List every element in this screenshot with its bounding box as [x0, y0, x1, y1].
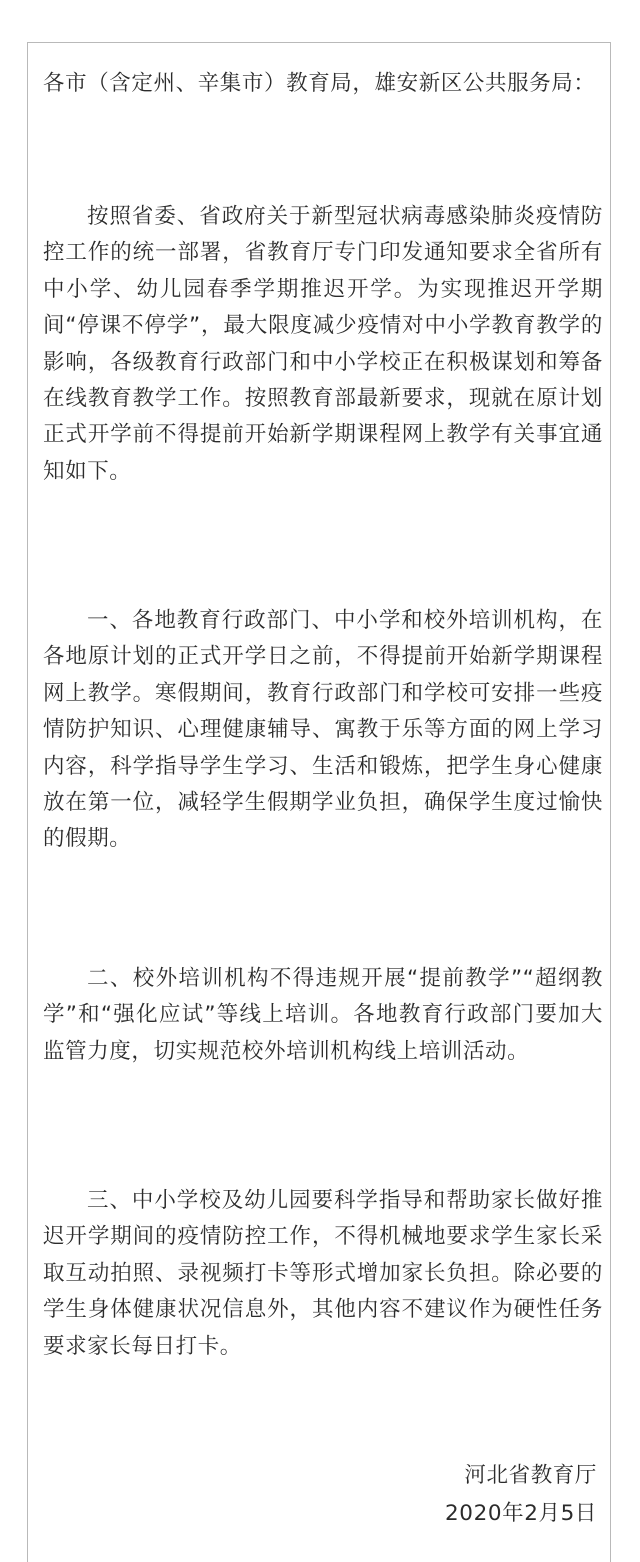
item-three-paragraph: 三、中小学校及幼儿园要科学指导和帮助家长做好推迟开学期间的疫情防控工作，不得机械地要求学生家长采取互动拍照、录视频打卡等形式增加家长负担。除必要的学生身体健康状况信息外，其他内容不建议作为硬性任务要求家长每日打卡。	[43, 1188, 603, 1359]
intro-paragraph: 按照省委、省政府关于新型冠状病毒感染肺炎疫情防控工作的统一部署，省教育厅专门印发通知要求全省所有中小学、幼儿园春季学期推迟开学。为实现推迟开学期间“停课不停学”，最大限度减少疫情对中小学教育教学的影响，各级教育行政部门和中小学校正在积极谋划和筹备在线教育教学工作。按照教育部最新要求，现就在原计划正式开学前不得提前开始新学期课程网上教学有关事宜通知如下。	[43, 204, 603, 484]
salutation: 各市（含定州、辛集市）教育局，雄安新区公共服务局：	[43, 71, 596, 96]
item-one-paragraph: 一、各地教育行政部门、中小学和校外培训机构，在各地原计划的正式开学日之前，不得提前开始新学期课程网上教学。寒假期间，教育行政部门和学校可安排一些疫情防护知识、心理健康辅导、寓教于乐等方面的网上学习内容，科学指导学生学习、生活和锻炼，把学生身心健康放在第一位，减轻学生假期学业负担，确保学生度过愉快的假期。	[43, 608, 603, 852]
item-two-paragraph: 二、校外培训机构不得违规开展“提前教学”“超纲教学”和“强化应试”等线上培训。各地教育行政部门要加大监管力度，切实规范校外培训机构线上培训活动。	[43, 966, 603, 1064]
signature-date: 2020年2月5日	[445, 1501, 597, 1526]
signature-organization: 河北省教育厅	[464, 1463, 597, 1488]
